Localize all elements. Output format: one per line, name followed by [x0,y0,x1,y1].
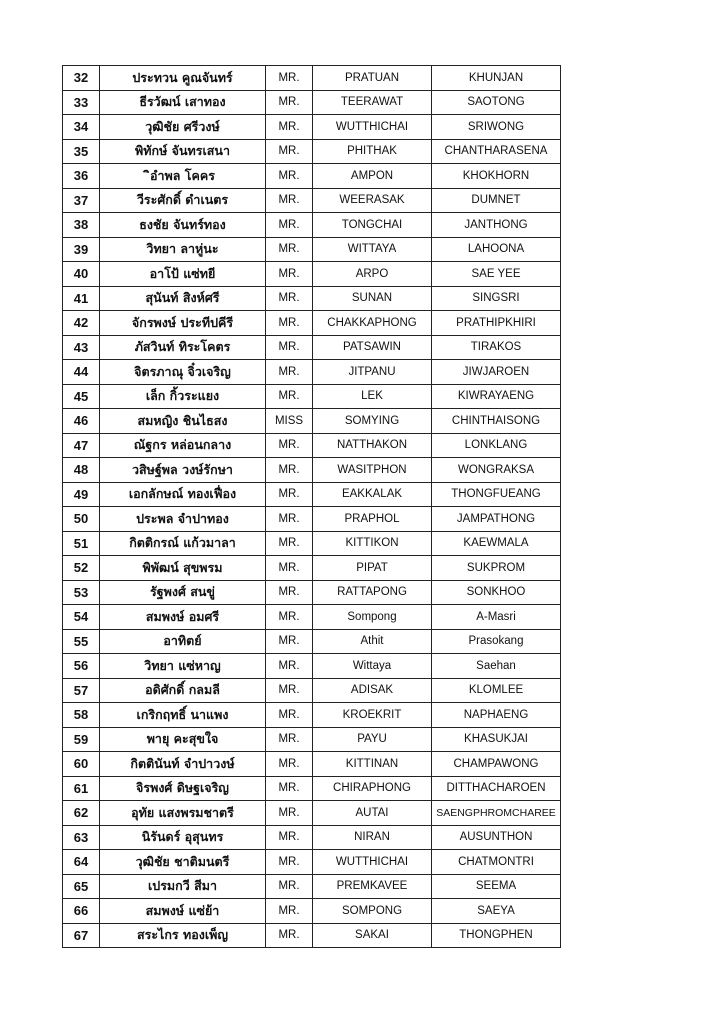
title-cell: MR. [266,801,313,826]
first-name-cell: Athit [313,629,432,654]
title-cell: MR. [266,335,313,360]
last-name-cell: SRIWONG [432,115,561,140]
row-number-cell: 56 [63,654,100,679]
first-name-cell: CHAKKAPHONG [313,311,432,336]
title-cell: MR. [266,654,313,679]
table-row [63,825,561,850]
thai-name-cell: รัฐพงศ์ สนขู่ [100,580,266,605]
last-name-cell: DITTHACHAROEN [432,776,561,801]
table-row [63,703,561,728]
first-name-cell: PATSAWIN [313,335,432,360]
first-name-cell: WASITPHON [313,458,432,483]
thai-name-cell: สมพงษ์ แซ่ย้า [100,899,266,924]
thai-name-cell: กิตตินันท์ จำปาวงษ์ [100,752,266,777]
table-row [63,507,561,532]
table-row [63,311,561,336]
last-name-cell: A-Masri [432,605,561,630]
row-number-cell: 55 [63,629,100,654]
first-name-cell: PRATUAN [313,66,432,91]
last-name-cell: KHUNJAN [432,66,561,91]
title-cell: MR. [266,311,313,336]
row-number-cell: 42 [63,311,100,336]
row-number-cell: 36 [63,164,100,189]
row-number-cell: 47 [63,433,100,458]
row-number-cell: 35 [63,139,100,164]
last-name-cell: THONGPHEN [432,923,561,948]
row-number-cell: 49 [63,482,100,507]
title-cell: MR. [266,384,313,409]
first-name-cell: NATTHAKON [313,433,432,458]
row-number-cell: 67 [63,923,100,948]
title-cell: MR. [266,605,313,630]
last-name-cell: KHOKHORN [432,164,561,189]
table-row [63,213,561,238]
last-name-cell: SINGSRI [432,286,561,311]
table-row [63,90,561,115]
last-name-cell: KAEWMALA [432,531,561,556]
first-name-cell: WUTTHICHAI [313,850,432,875]
table-row [63,458,561,483]
thai-name-cell: จิรพงศ์ ดิษฐเจริญ [100,776,266,801]
title-cell: MR. [266,164,313,189]
table-row [63,874,561,899]
row-number-cell: 66 [63,899,100,924]
thai-name-cell: สุนันท์ สิงห์ศรี [100,286,266,311]
first-name-cell: PHITHAK [313,139,432,164]
first-name-cell: AUTAI [313,801,432,826]
first-name-cell: RATTAPONG [313,580,432,605]
thai-name-cell: ณัฐกร หล่อนกลาง [100,433,266,458]
row-number-cell: 39 [63,237,100,262]
thai-name-cell: ประทวน คูณจันทร์ [100,66,266,91]
row-number-cell: 63 [63,825,100,850]
table-row [63,409,561,434]
last-name-cell: JANTHONG [432,213,561,238]
table-row [63,654,561,679]
last-name-cell: SAOTONG [432,90,561,115]
row-number-cell: 52 [63,556,100,581]
table-row [63,752,561,777]
first-name-cell: EAKKALAK [313,482,432,507]
last-name-cell: SONKHOO [432,580,561,605]
first-name-cell: CHIRAPHONG [313,776,432,801]
last-name-cell: CHINTHAISONG [432,409,561,434]
title-cell: MR. [266,360,313,385]
table-row [63,66,561,91]
thai-name-cell: เปรมกวี สีมา [100,874,266,899]
row-number-cell: 62 [63,801,100,826]
table-row [63,678,561,703]
table-row [63,164,561,189]
row-number-cell: 57 [63,678,100,703]
first-name-cell: KITTIKON [313,531,432,556]
first-name-cell: JITPANU [313,360,432,385]
last-name-cell: AUSUNTHON [432,825,561,850]
thai-name-cell: สระไกร ทองเพ็ญ [100,923,266,948]
title-cell: MR. [266,776,313,801]
title-cell: MR. [266,66,313,91]
row-number-cell: 48 [63,458,100,483]
last-name-cell: LONKLANG [432,433,561,458]
title-cell: MR. [266,286,313,311]
thai-name-cell: ภัสวินท์ ทิระโคตร [100,335,266,360]
table-row [63,262,561,287]
last-name-cell: Prasokang [432,629,561,654]
last-name-cell: Saehan [432,654,561,679]
thai-name-cell: วิทยา ลาหู่นะ [100,237,266,262]
last-name-cell: NAPHAENG [432,703,561,728]
title-cell: MR. [266,899,313,924]
thai-name-cell: พายุ คะสุขใจ [100,727,266,752]
thai-name-cell: วสิษฐ์พล วงษ์รักษา [100,458,266,483]
thai-name-cell: พิทักษ์ จันทรเสนา [100,139,266,164]
thai-name-cell: ิอำพล โคคร [100,164,266,189]
title-cell: MR. [266,752,313,777]
row-number-cell: 43 [63,335,100,360]
thai-name-cell: สมพงษ์ อมศรี [100,605,266,630]
first-name-cell: LEK [313,384,432,409]
thai-name-cell: จิตรภาณุ จิ๋วเจริญ [100,360,266,385]
last-name-cell: SAEYA [432,899,561,924]
table-row [63,115,561,140]
title-cell: MR. [266,90,313,115]
row-number-cell: 46 [63,409,100,434]
thai-name-cell: ธงชัย จันทร์ทอง [100,213,266,238]
first-name-cell: SOMPONG [313,899,432,924]
name-list-sheet [62,65,560,948]
title-cell: MR. [266,825,313,850]
row-number-cell: 44 [63,360,100,385]
last-name-cell: PRATHIPKHIRI [432,311,561,336]
first-name-cell: SAKAI [313,923,432,948]
thai-name-cell: ประพล จำปาทอง [100,507,266,532]
thai-name-cell: อาโป้ แซ่ทยี [100,262,266,287]
row-number-cell: 37 [63,188,100,213]
table-row [63,139,561,164]
last-name-cell: KIWRAYAENG [432,384,561,409]
title-cell: MR. [266,556,313,581]
row-number-cell: 34 [63,115,100,140]
table-row [63,433,561,458]
title-cell: MR. [266,482,313,507]
table-row [63,776,561,801]
title-cell: MR. [266,115,313,140]
thai-name-cell: ธีรวัฒน์ เสาทอง [100,90,266,115]
thai-name-cell: อาทิตย์ [100,629,266,654]
row-number-cell: 61 [63,776,100,801]
row-number-cell: 64 [63,850,100,875]
last-name-cell: KLOMLEE [432,678,561,703]
last-name-cell: THONGFUEANG [432,482,561,507]
name-table-body [63,66,561,948]
thai-name-cell: อดิศักดิ์ กลมลี [100,678,266,703]
row-number-cell: 33 [63,90,100,115]
table-row [63,531,561,556]
row-number-cell: 51 [63,531,100,556]
last-name-cell: SAENGPHROMCHAREE [432,801,561,826]
row-number-cell: 58 [63,703,100,728]
row-number-cell: 65 [63,874,100,899]
first-name-cell: AMPON [313,164,432,189]
thai-name-cell: วีระศักดิ์ ดำเนตร [100,188,266,213]
first-name-cell: ADISAK [313,678,432,703]
thai-name-cell: เอกลักษณ์ ทองเฟื่อง [100,482,266,507]
title-cell: MR. [266,139,313,164]
title-cell: MR. [266,874,313,899]
table-row [63,188,561,213]
first-name-cell: SOMYING [313,409,432,434]
row-number-cell: 60 [63,752,100,777]
title-cell: MR. [266,923,313,948]
table-row [63,237,561,262]
table-row [63,384,561,409]
last-name-cell: SAE YEE [432,262,561,287]
title-cell: MR. [266,727,313,752]
table-row [63,899,561,924]
row-number-cell: 53 [63,580,100,605]
title-cell: MR. [266,188,313,213]
table-row [63,335,561,360]
name-table [62,65,561,948]
last-name-cell: CHAMPAWONG [432,752,561,777]
thai-name-cell: สมหญิง ชินไธสง [100,409,266,434]
table-row [63,556,561,581]
table-row [63,360,561,385]
last-name-cell: CHATMONTRI [432,850,561,875]
first-name-cell: WITTAYA [313,237,432,262]
first-name-cell: TONGCHAI [313,213,432,238]
first-name-cell: KROEKRIT [313,703,432,728]
title-cell: MR. [266,458,313,483]
first-name-cell: WEERASAK [313,188,432,213]
title-cell: MR. [266,213,313,238]
title-cell: MR. [266,629,313,654]
title-cell: MR. [266,262,313,287]
table-row [63,727,561,752]
thai-name-cell: เล็ก กิ้วระแยง [100,384,266,409]
title-cell: MR. [266,703,313,728]
table-row [63,801,561,826]
table-row [63,580,561,605]
first-name-cell: PIPAT [313,556,432,581]
title-cell: MR. [266,531,313,556]
thai-name-cell: เกริกฤทธิ์ นาแพง [100,703,266,728]
last-name-cell: JIWJAROEN [432,360,561,385]
table-row [63,286,561,311]
thai-name-cell: กิตติกรณ์ แก้วมาลา [100,531,266,556]
row-number-cell: 59 [63,727,100,752]
last-name-cell: JAMPATHONG [432,507,561,532]
last-name-cell: WONGRAKSA [432,458,561,483]
last-name-cell: LAHOONA [432,237,561,262]
table-row [63,629,561,654]
last-name-cell: CHANTHARASENA [432,139,561,164]
first-name-cell: WUTTHICHAI [313,115,432,140]
title-cell: MR. [266,850,313,875]
thai-name-cell: วุฒิชัย ศรีวงษ์ [100,115,266,140]
title-cell: MR. [266,433,313,458]
first-name-cell: ARPO [313,262,432,287]
title-cell: MR. [266,237,313,262]
first-name-cell: TEERAWAT [313,90,432,115]
row-number-cell: 50 [63,507,100,532]
title-cell: MISS [266,409,313,434]
table-row [63,923,561,948]
first-name-cell: PAYU [313,727,432,752]
row-number-cell: 38 [63,213,100,238]
row-number-cell: 32 [63,66,100,91]
row-number-cell: 41 [63,286,100,311]
first-name-cell: Sompong [313,605,432,630]
first-name-cell: NIRAN [313,825,432,850]
thai-name-cell: อุทัย แสงพรมชาตรี [100,801,266,826]
thai-name-cell: นิรันดร์ อุสุนทร [100,825,266,850]
table-row [63,850,561,875]
row-number-cell: 40 [63,262,100,287]
thai-name-cell: พิพัฒน์ สุขพรม [100,556,266,581]
table-row [63,605,561,630]
thai-name-cell: วุฒิชัย ชาติมนตรี [100,850,266,875]
title-cell: MR. [266,507,313,532]
last-name-cell: SEEMA [432,874,561,899]
first-name-cell: PREMKAVEE [313,874,432,899]
table-row [63,482,561,507]
first-name-cell: KITTINAN [313,752,432,777]
last-name-cell: DUMNET [432,188,561,213]
first-name-cell: Wittaya [313,654,432,679]
thai-name-cell: วิทยา แซ่หาญ [100,654,266,679]
first-name-cell: PRAPHOL [313,507,432,532]
title-cell: MR. [266,678,313,703]
last-name-cell: SUKPROM [432,556,561,581]
first-name-cell: SUNAN [313,286,432,311]
row-number-cell: 54 [63,605,100,630]
last-name-cell: TIRAKOS [432,335,561,360]
last-name-cell: KHASUKJAI [432,727,561,752]
row-number-cell: 45 [63,384,100,409]
thai-name-cell: จักรพงษ์ ประทีปคีรี [100,311,266,336]
title-cell: MR. [266,580,313,605]
